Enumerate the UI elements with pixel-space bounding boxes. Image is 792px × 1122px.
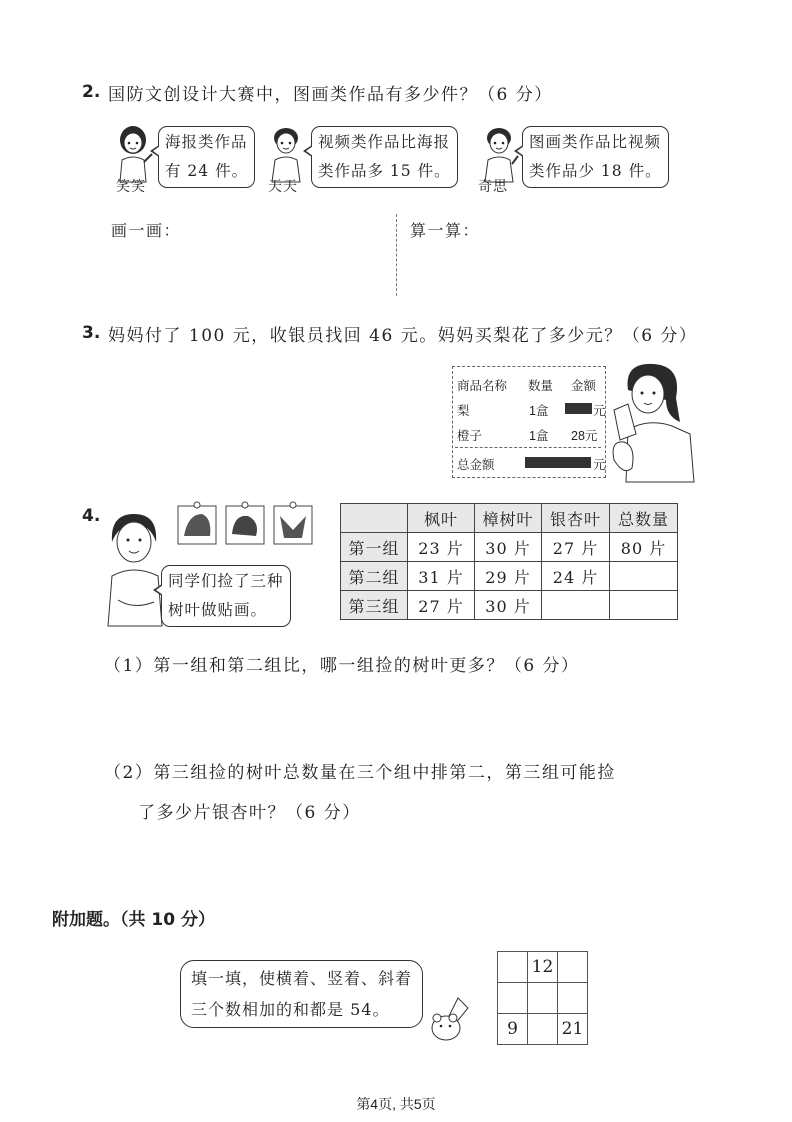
bubble-line: 三个数相加的和都是 54。 bbox=[191, 1000, 390, 1019]
table-cell: 27 片 bbox=[408, 591, 475, 620]
grid-cell[interactable] bbox=[558, 983, 588, 1014]
bubble-line: 树叶做贴画。 bbox=[168, 601, 268, 619]
grid-cell: 12 bbox=[528, 952, 558, 983]
table-header: 银杏叶 bbox=[542, 504, 610, 533]
q4-sub1: （1）第一组和第二组比，哪一组捡的树叶更多？（6 分） bbox=[104, 656, 580, 676]
grid-cell[interactable] bbox=[498, 983, 528, 1014]
teacher-illustration-icon bbox=[104, 510, 166, 628]
bonus-title: 附加题。（共 10 分） bbox=[52, 910, 215, 930]
q3-number: 3. bbox=[82, 323, 101, 343]
grid-cell[interactable] bbox=[498, 952, 528, 983]
grid-cell[interactable] bbox=[528, 1014, 558, 1045]
speech-bubble-teacher bbox=[161, 565, 291, 627]
girl-illustration-icon bbox=[112, 124, 154, 184]
grid-cell[interactable] bbox=[558, 952, 588, 983]
leaf-count-table bbox=[340, 503, 678, 620]
receipt-header-item: 商品名称 bbox=[457, 379, 508, 393]
table-cell: 27 片 bbox=[542, 533, 610, 562]
magic-square-grid bbox=[497, 951, 588, 1045]
speech-bubble-qisi bbox=[522, 126, 669, 188]
q2-number: 2. bbox=[82, 82, 101, 102]
kid-name-tiantian: 天天 bbox=[268, 179, 298, 195]
bonus-speech-bubble bbox=[180, 960, 423, 1028]
row-header: 第一组 bbox=[341, 533, 408, 562]
bubble-line: 类作品少 18 件。 bbox=[529, 162, 662, 180]
bubble-line: 图画类作品比视频 bbox=[529, 133, 662, 151]
bubble-line: 填一填，使横着、竖着、斜着 bbox=[191, 969, 413, 988]
receipt-unit: 元 bbox=[593, 404, 606, 418]
receipt-item: 橙子 bbox=[457, 429, 483, 443]
receipt-qty: 1盒 bbox=[529, 404, 549, 418]
speech-bubble-xiaoxiao bbox=[158, 126, 255, 188]
receipt-total-label: 总金额 bbox=[457, 458, 495, 472]
row-header: 第二组 bbox=[341, 562, 408, 591]
receipt-header-qty: 数量 bbox=[528, 379, 554, 393]
draw-label: 画一画： bbox=[111, 221, 182, 240]
speech-bubble-tiantian bbox=[311, 126, 458, 188]
divider bbox=[396, 214, 397, 296]
table-header: 总数量 bbox=[610, 504, 678, 533]
table-cell: 31 片 bbox=[408, 562, 475, 591]
grid-cell: 9 bbox=[498, 1014, 528, 1045]
leaf-pictures-icon bbox=[176, 500, 316, 548]
redacted-total bbox=[525, 457, 591, 468]
hamster-pencil-icon bbox=[428, 996, 472, 1042]
grid-cell[interactable] bbox=[528, 983, 558, 1014]
kid-name-qisi: 奇思 bbox=[478, 179, 508, 195]
receipt-amount: 28元 bbox=[571, 429, 598, 443]
q4-number: 4. bbox=[82, 506, 101, 526]
bubble-line: 同学们捡了三种 bbox=[168, 572, 284, 590]
q3-text: 妈妈付了 100 元，收银员找回 46 元。妈妈买梨花了多少元？（6 分） bbox=[108, 326, 698, 346]
receipt-header-amount: 金额 bbox=[571, 379, 597, 393]
receipt-item: 梨 bbox=[457, 404, 470, 418]
table-header: 樟树叶 bbox=[475, 504, 542, 533]
redacted-amount bbox=[565, 403, 592, 414]
bubble-line: 海报类作品 bbox=[165, 133, 248, 151]
table-corner bbox=[341, 504, 408, 533]
page-footer: 第4页, 共5页 bbox=[356, 1096, 436, 1112]
receipt bbox=[452, 366, 606, 478]
table-cell: 24 片 bbox=[542, 562, 610, 591]
row-header: 第三组 bbox=[341, 591, 408, 620]
q4-sub2-line2: 了多少片银杏叶？（6 分） bbox=[138, 803, 361, 823]
table-header: 枫叶 bbox=[408, 504, 475, 533]
table-cell: 80 片 bbox=[610, 533, 678, 562]
table-cell bbox=[610, 562, 678, 591]
table-cell: 29 片 bbox=[475, 562, 542, 591]
bubble-line: 视频类作品比海报 bbox=[318, 133, 451, 151]
table-cell bbox=[542, 591, 610, 620]
table-cell: 30 片 bbox=[475, 591, 542, 620]
receipt-total-unit: 元 bbox=[593, 458, 606, 472]
boy-illustration-icon bbox=[265, 124, 307, 184]
bubble-line: 类作品多 15 件。 bbox=[318, 162, 451, 180]
calc-label: 算一算： bbox=[410, 221, 481, 240]
receipt-qty: 1盒 bbox=[529, 429, 549, 443]
kid-name-xiaoxiao: 笑笑 bbox=[116, 179, 146, 195]
q2-text: 国防文创设计大赛中，图画类作品有多少件？（6 分） bbox=[108, 85, 553, 105]
bubble-line: 有 24 件。 bbox=[165, 162, 249, 180]
table-cell bbox=[610, 591, 678, 620]
q4-sub2-line1: （2）第三组捡的树叶总数量在三个组中排第二，第三组可能捡 bbox=[104, 763, 616, 783]
grid-cell: 21 bbox=[558, 1014, 588, 1045]
table-cell: 23 片 bbox=[408, 533, 475, 562]
table-cell: 30 片 bbox=[475, 533, 542, 562]
mother-illustration-icon bbox=[606, 360, 696, 485]
receipt-divider bbox=[455, 447, 601, 448]
